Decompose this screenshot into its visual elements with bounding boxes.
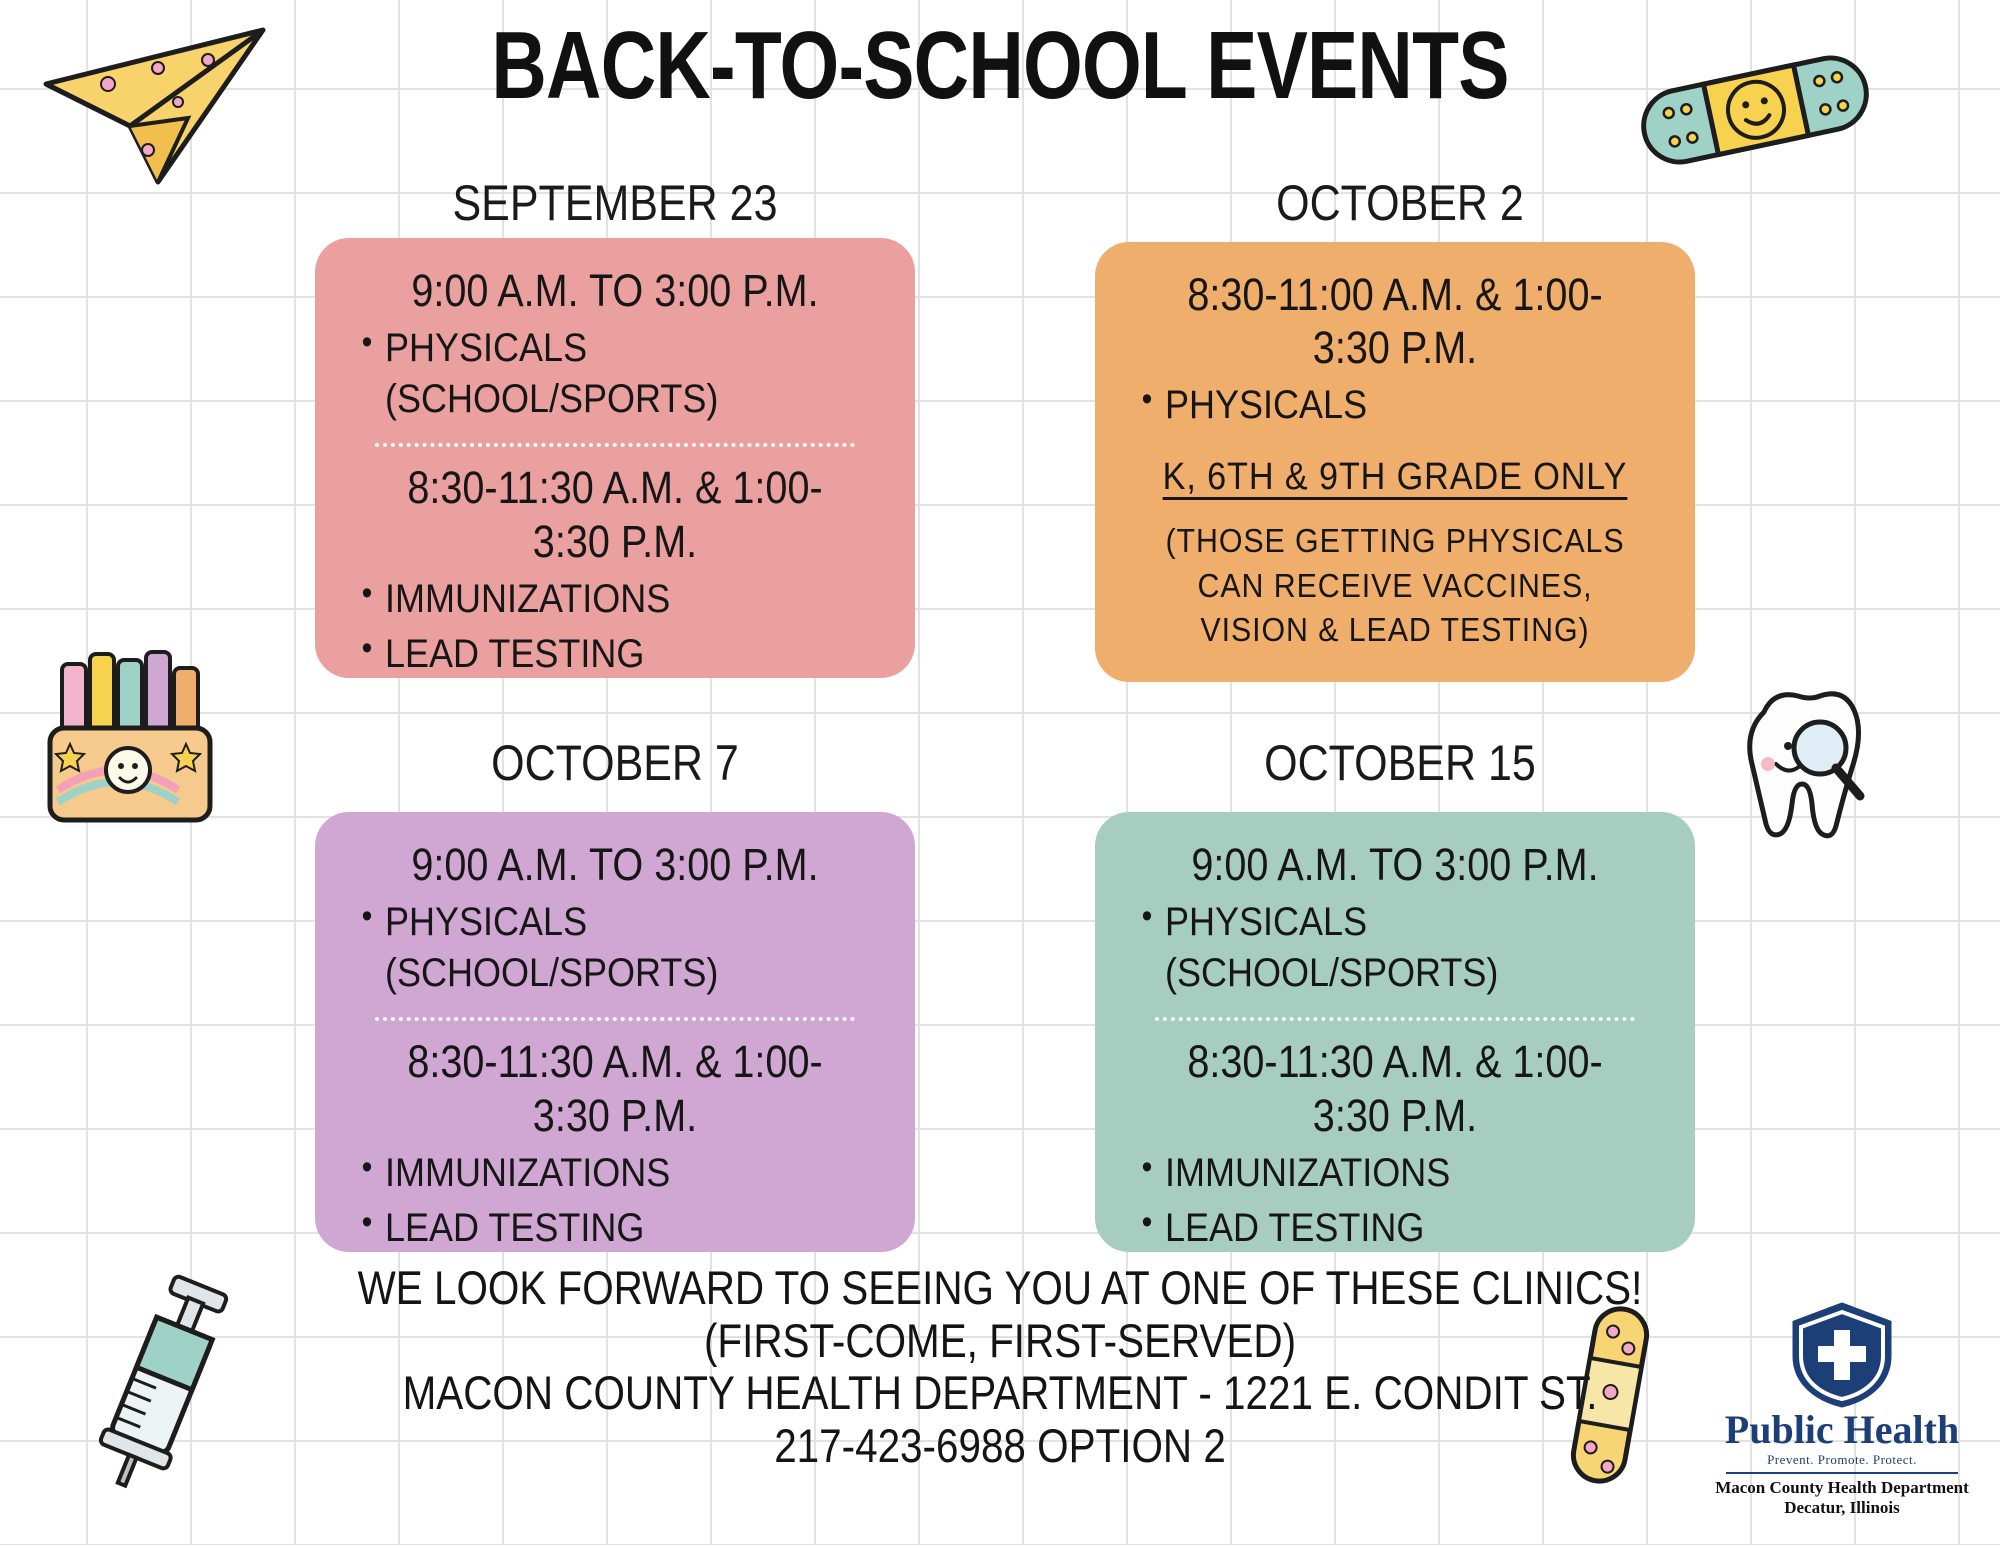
list-item: • IMMUNIZATIONS <box>385 1148 839 1199</box>
event-services-primary <box>1121 897 1669 999</box>
list-item: • LEAD TESTING <box>385 629 839 680</box>
list-item: • PHYSICALS (SCHOOL/SPORTS) <box>385 897 839 999</box>
event-card-oct7 <box>315 812 915 1252</box>
grade-restriction-note: K, 6TH & 9TH GRADE ONLY <box>1162 456 1628 499</box>
footer-line-2: (FIRST-COME, FIRST-SERVED) <box>703 1313 1297 1367</box>
event-time-secondary: 8:30-11:30 A.M. & 1:00-3:30 P.M. <box>407 462 823 567</box>
event-services-secondary <box>341 1148 889 1254</box>
shield-icon <box>1787 1300 1897 1410</box>
list-item: • IMMUNIZATIONS <box>1165 1148 1619 1199</box>
vaccine-note-line2: CAN RECEIVE VACCINES, <box>1197 566 1593 604</box>
date-heading-oct7: OCTOBER 7 <box>491 735 739 791</box>
event-services-secondary <box>1121 1148 1669 1254</box>
event-time-primary: 9:00 A.M. TO 3:00 P.M. <box>411 839 819 890</box>
logo-divider <box>1726 1472 1958 1474</box>
event-services-primary <box>341 897 889 999</box>
logo-department: Macon County Health Department <box>1715 1478 1969 1497</box>
event-services-secondary <box>341 574 889 680</box>
footer-address: MACON COUNTY HEALTH DEPARTMENT - 1221 E. CONDIT ST. <box>402 1366 1598 1420</box>
event-time-secondary: 8:30-11:30 A.M. & 1:00-3:30 P.M. <box>407 1036 823 1141</box>
event-services-primary <box>1121 380 1669 431</box>
footer-info <box>0 1262 2000 1473</box>
event-services-primary <box>341 323 889 425</box>
date-heading-oct2: OCTOBER 2 <box>1276 175 1524 231</box>
logo-location: Decatur, Illinois <box>1784 1497 1900 1517</box>
list-item: • LEAD TESTING <box>1165 1203 1619 1254</box>
date-heading-oct15: OCTOBER 15 <box>1264 735 1536 791</box>
event-time-primary: 9:00 A.M. TO 3:00 P.M. <box>411 265 819 316</box>
vaccine-note-line3: VISION & LEAD TESTING) <box>1200 611 1590 649</box>
footer-phone: 217-423-6988 OPTION 2 <box>774 1418 1226 1472</box>
logo-tagline: Prevent. Promote. Protect. <box>1767 1452 1917 1467</box>
list-item: • LEAD TESTING <box>385 1203 839 1254</box>
divider <box>375 443 855 447</box>
list-item: • PHYSICALS (SCHOOL/SPORTS) <box>385 323 839 425</box>
event-card-sep23 <box>315 238 915 678</box>
event-card-oct2 <box>1095 242 1695 682</box>
list-item: • PHYSICALS (SCHOOL/SPORTS) <box>1165 897 1619 999</box>
event-time-primary: 9:00 A.M. TO 3:00 P.M. <box>1191 839 1599 890</box>
logo-name: Public Health <box>1724 1407 1960 1452</box>
event-card-oct15 <box>1095 812 1695 1252</box>
list-item: • IMMUNIZATIONS <box>385 574 839 625</box>
footer-line-1: WE LOOK FORWARD TO SEEING YOU AT ONE OF THESE CLINICS! <box>357 1261 1643 1314</box>
vaccine-note-line1: (THOSE GETTING PHYSICALS <box>1165 521 1625 559</box>
divider <box>1155 1017 1635 1021</box>
divider <box>375 1017 855 1021</box>
list-item: • PHYSICALS <box>1165 380 1619 431</box>
health-department-logo <box>1712 1300 1972 1525</box>
date-heading-sep23: SEPTEMBER 23 <box>452 175 778 231</box>
event-time-primary: 8:30-11:00 A.M. & 1:00-3:30 P.M. <box>1187 269 1603 374</box>
page-title: BACK-TO-SCHOOL EVENTS <box>491 12 1509 119</box>
event-time-secondary: 8:30-11:30 A.M. & 1:00-3:30 P.M. <box>1187 1036 1603 1141</box>
